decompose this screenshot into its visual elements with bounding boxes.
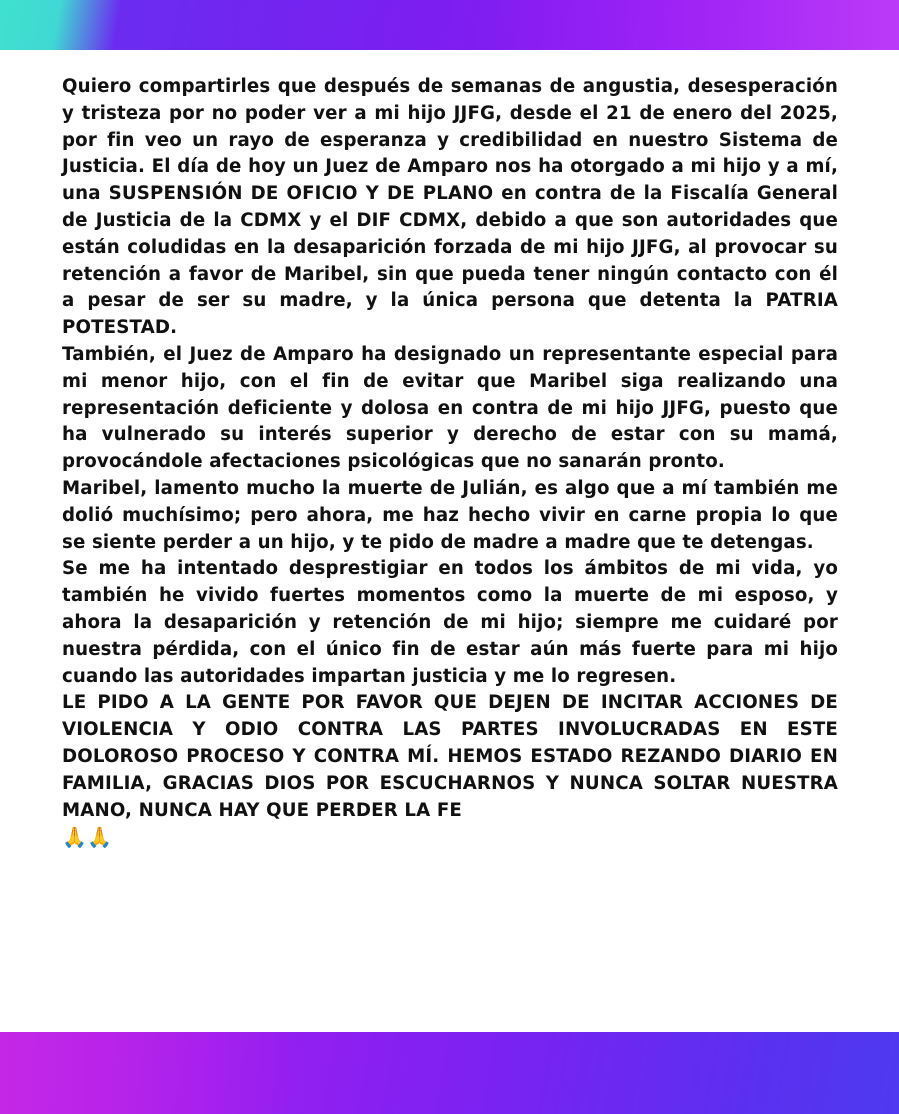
praying-hands-icon: 🙏🙏 [62,825,113,850]
bottom-band-sheen [0,1032,300,1114]
paragraph-representative: También, el Juez de Amparo ha designado un representante especial para mi menor hijo, con el fin de evitar que Maribel siga realizando una representación deficiente y dolosa en contra de mi hijo JJFG, puesto que ha vulnerado su interés superior y derecho de estar con su mamá, provocándole afectaciones psicológicas que no sanarán pronto. [62,343,838,473]
statement-text [62,74,838,850]
paragraph-plea: LE PIDO A LA GENTE POR FAVOR QUE DEJEN DE INCITAR ACCIONES DE VIOLENCIA Y ODIO CONTRA LAS PARTES INVOLUCRADAS EN ESTE DOLOROSO PROCESO Y CONTRA MÍ. HEMOS ESTADO REZANDO DIARIO EN FAMILIA, GRACIAS DIOS POR ESCUCHARNOS Y NUNCA SOLTAR NUESTRA MANO, NUNCA HAY QUE PERDER LA FE [62,692,838,821]
paragraph-discredit: Se me ha intentado desprestigiar en todos los ámbitos de mi vida, yo también he vivido fuertes momentos como la muerte de mi esposo, y ahora la desaparición y retención de mi hijo; siempre me cuidaré por nuestra pérdida, con el único fin de estar aún más fuerte para mi hijo cuando las autoridades impartan justicia y me lo regresen. [62,558,838,687]
bottom-gradient-band [0,1032,899,1114]
paragraph-suspension: Quiero compartirles que después de semanas de angustia, desesperación y tristeza por no poder ver a mi hijo JJFG, desde el 21 de enero del 2025, por fin veo un rayo de esperanza y credibilidad en nuestro Sistema de Justicia. El día de hoy un Juez de Amparo nos ha otorgado a mi hijo y a mí, una SUSPENSIÓN DE OFICIO Y DE PLANO en contra de la Fiscalía General de Justicia de la CDMX y el DIF CDMX, debido a que son autoridades que están coludidas en la desaparición forzada de mi hijo JJFG, al provocar su retención a favor de Maribel, sin que pueda tener ningún contacto con él a pesar de ser su madre, y la única persona que detenta la PATRIA POTESTAD. [62,76,838,339]
top-gradient-band [0,0,899,50]
paragraph-maribel: Maribel, lamento mucho la muerte de Julián, es algo que a mí también me dolió muchísimo; pero ahora, me haz hecho vivir en carne propia lo que se siente perder a un hijo, y te pido de madre a madre que te detengas. [62,477,838,553]
top-band-sheen [479,0,899,50]
